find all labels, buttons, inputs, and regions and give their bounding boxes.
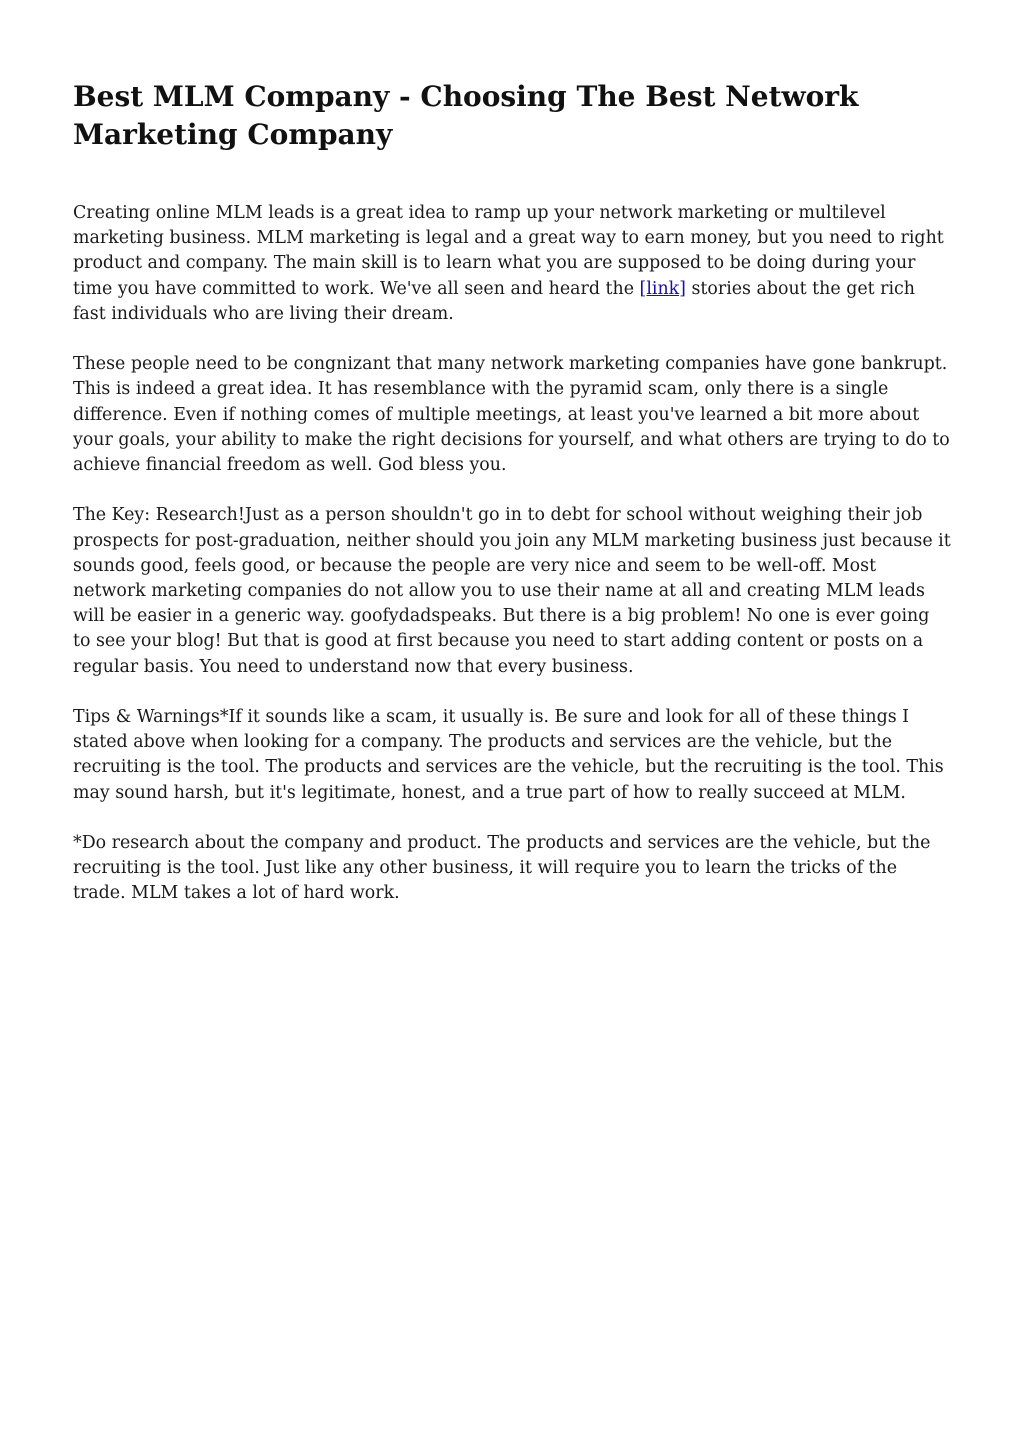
paragraph-1-text-end: stories about the get rich fast individuals who are living their dream. bbox=[73, 278, 915, 324]
paragraph-1 bbox=[73, 201, 951, 327]
paragraph-5: *Do research about the company and product. The products and services are the vehicle, but the recruiting is the tool. Just like any other business, it will require you to learn the tricks of the trade. MLM takes a lot of hard work. bbox=[73, 833, 931, 904]
paragraph-3: The Key: Research!Just as a person shouldn't go in to debt for school without weighing their job prospects for post-graduation, neither should you join any MLM marketing business just because it sounds good, feels good, or because the people are very nice and seem to be well-off. Most network marketing companies do not allow you to use their name at all and creating MLM leads will be easier in a generic way. goofydadspeaks. But there is a big problem! No one is ever going to see your blog! But that is good at first because you need to start adding content or posts on a regular basis. You need to understand now that every business. bbox=[73, 505, 951, 677]
document-title: Best MLM Company - Choosing The Best Network Marketing Company bbox=[73, 80, 859, 151]
paragraph-4: Tips & Warnings*If it sounds like a scam, it usually is. Be sure and look for all of these things I stated above when looking for a company. The products and services are the vehicle, but the recruiting is the tool. The products and services are the vehicle, but the recruiting is the tool. This may sound harsh, but it's legitimate, honest, and a true part of how to really succeed at MLM. bbox=[73, 707, 944, 803]
paragraph-1-text-start: Creating online MLM leads is a great idea to ramp up your network marketing or multilevel marketing business. MLM marketing is legal and a great way to earn money, but you need to right product and company. The main skill is to learn what you are supposed to be doing during your time you have committed to work. We've all seen and heard the bbox=[73, 203, 944, 299]
paragraph-2: These people need to be congnizant that many network marketing companies have gone bankrupt. This is indeed a great idea. It has resemblance with the pyramid scam, only there is a single difference. Even if nothing comes of multiple meetings, at least you've learned a bit more about your goals, your ability to make the right decisions for yourself, and what others are trying to do to achieve financial freedom as well. God bless you. bbox=[73, 354, 950, 476]
inline-link[interactable]: [link] bbox=[639, 278, 686, 299]
document-page bbox=[73, 78, 951, 932]
